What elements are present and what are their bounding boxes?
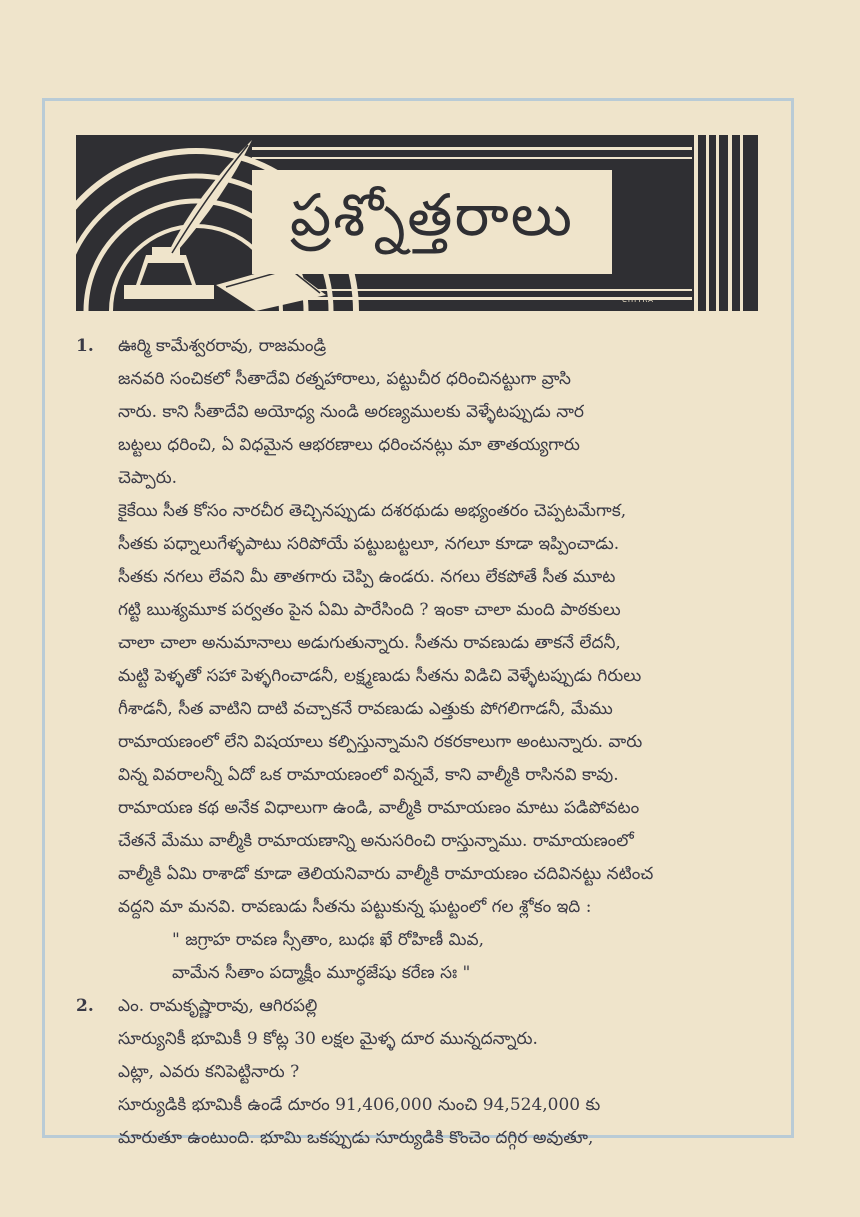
answer-line: విన్న వివరాలన్నీ ఏదో ఒక రామాయణంలో విన్నవే, కాని వాల్మీకి రాసినవి కావు. xyxy=(118,765,619,785)
answer-text xyxy=(76,495,766,924)
question-number: 1. xyxy=(76,336,94,356)
question-line: సూర్యునికీ భూమికీ 9 కోట్ల 30 లక్షల మైళ్ళ దూర మున్నదన్నారు. xyxy=(118,1029,538,1049)
asker-name: ఊర్మి కామేశ్వరరావు, రాజమండ్రి xyxy=(118,336,327,356)
answer-line: గీశాడనీ, సీత వాటిని దాటి వచ్చాకనే రావణుడు ఎత్తుకు పోగలిగాడనీ, మేము xyxy=(118,699,613,719)
answer-line: చాలా చాలా అనుమానాలు అడుగుతున్నారు. సీతను రావణుడు తాకనే లేదనీ, xyxy=(118,633,621,653)
answer-line: గట్టి ఋశ్యమూక పర్వతం పైన ఏమి పారేసింది ? ఇంకా చాలా మంది పాఠకులు xyxy=(118,600,621,620)
question-line: నారు. కాని సీతాదేవి అయోధ్య నుండి అరణ్యములకు వెళ్ళేటప్పుడు నార xyxy=(118,402,584,422)
quote-line: వామేన సీతాం పద్మాక్షీం మూర్ధజేషు కరేణ సః " xyxy=(172,963,471,983)
question-text xyxy=(76,363,766,495)
page-title-text: ప్రశ్నోత్తరాలు xyxy=(290,180,574,249)
answer-line: వాల్మీకి ఏమి రాశాడో కూడా తెలియనివారు వాల్మీకి రామాయణం చదివినట్టు నటించ xyxy=(118,864,654,884)
answer-line: సూర్యుడికి భూమికీ ఉండే దూరం 91,406,000 నుంచి 94,524,000 కు xyxy=(118,1095,601,1115)
qa-content xyxy=(76,330,766,1155)
question-line: ఎట్లా, ఎవరు కనిపెట్టినారు ? xyxy=(118,1062,300,1082)
answer-line: మట్టి పెళ్ళతో సహా పెళ్ళగించాడనీ, లక్ష్మణుడు సీతను విడిచి వెళ్ళేటప్పుడు గిరులు xyxy=(118,666,642,686)
question-line: బట్టలు ధరించి, ఏ విధమైన ఆభరణాలు ధరించనట్లు మా తాతయ్యగారు xyxy=(118,435,580,455)
answer-line: రామాయణ కథ అనేక విధాలుగా ఉండి, వాల్మీకి రామాయణం మాటు పడిపోవటం xyxy=(118,798,640,818)
inkwell-icon xyxy=(124,247,214,299)
question-text xyxy=(76,1023,766,1089)
question-line: చెప్పారు. xyxy=(118,468,178,488)
answer-line: చేతనే మేము వాల్మీకి రామాయణాన్ని అనుసరించి రాస్తున్నాము. రామాయణంలో xyxy=(118,831,634,851)
answer-line: రామాయణంలో లేని విషయాలు కల్పిస్తున్నామని రకరకాలుగా అంటున్నారు. వారు xyxy=(118,732,643,752)
question-line: జనవరి సంచికలో సీతాదేవి రత్నహారాలు, పట్టుచీర ధరించినట్టుగా వ్రాసి xyxy=(118,369,571,389)
question-number: 2. xyxy=(76,996,94,1016)
answer-line: సీతకు నగలు లేవని మీ తాతగారు చెప్పి ఉండరు. నగలు లేకపోతే సీత మూట xyxy=(118,567,616,587)
answer-line: సీతకు పధ్నాలుగేళ్ళపాటు సరిపోయే పట్టుబట్టలూ, నగలూ కూడా ఇప్పించాడు. xyxy=(118,534,620,554)
answer-line: కైకేయి సీత కోసం నారచీర తెచ్చినప్పుడు దశరథుడు అభ్యంతరం చెప్పటమేగాక, xyxy=(118,501,627,521)
sanskrit-quote xyxy=(76,924,766,990)
answer-line: వద్దని మా మనవి. రావణుడు సీతను పట్టుకున్న ఘట్టంలో గల శ్లోకం ఇది : xyxy=(118,897,592,917)
answer-text xyxy=(76,1089,766,1155)
page-title xyxy=(252,170,612,274)
question-block-2 xyxy=(76,990,766,1155)
asker-name: ఎం. రామకృష్ణారావు, ఆగిరపల్లి xyxy=(118,996,318,1016)
quote-line: " జగ్రాహ రావణ స్సీతాం, బుధః ఖే రోహిణీ మివ, xyxy=(172,930,485,950)
answer-line: మారుతూ ఉంటుంది. భూమి ఒకప్పుడు సూర్యుడికి కొంచెం దగ్గిర అవుతూ, xyxy=(118,1128,594,1148)
artist-signature: CHITRA xyxy=(622,296,654,304)
question-block-1 xyxy=(76,330,766,990)
